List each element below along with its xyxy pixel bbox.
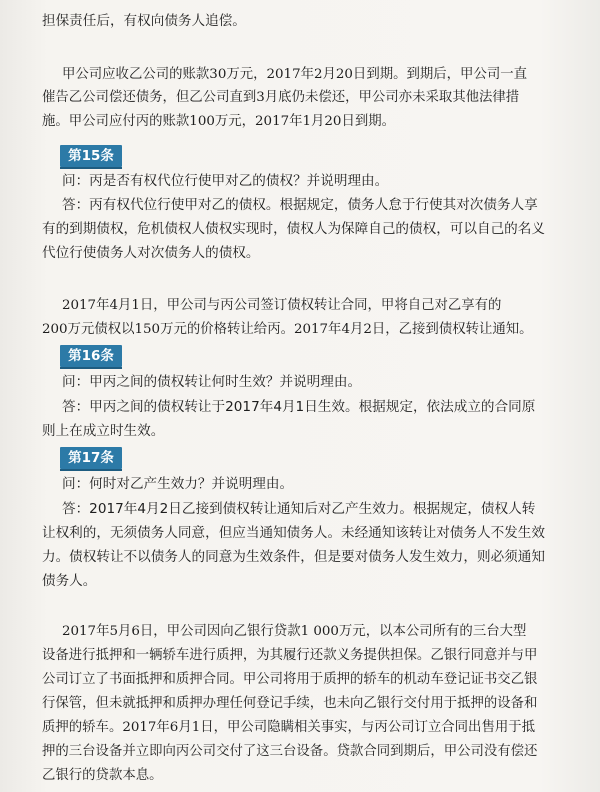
case-paragraph-line: 行保管，但未就抵押和质押办理任何登记手续，也未向乙银行交付用于抵押的设备和 [42,696,538,711]
case-paragraph-line: 2017年5月6日，甲公司因向乙银行贷款1 000万元，以本公司所有的三台大型 [62,624,527,639]
case-paragraph-line: 甲公司应收乙公司的账款30万元，2017年2月20日到期。到期后，甲公司一直 [62,67,528,82]
question-line: 问：甲丙之间的债权转让何时生效？并说明理由。 [62,374,362,390]
case-paragraph-line: 质押的轿车。2017年6月1日，甲公司隐瞒相关事实，与丙公司订立合同出售用于抵 [42,720,536,735]
article-tag-16: 第16条 [60,345,122,367]
case-paragraph-line: 施。甲公司应付丙的账款100万元，2017年1月20日到期。 [42,114,396,129]
case-paragraph-line: 乙银行的贷款本息。 [42,768,163,783]
answer-line: 让权利的，无须债务人同意，但应当通知债务人。未经通知该转让对债务人不发生效 [42,525,545,541]
case-paragraph-line: 200万元债权以150万元的价格转让给丙。2017年4月2日，乙接到债权转让通知。 [42,322,533,337]
answer-line: 答：丙有权代位行使甲对乙的债权。根据规定，债务人怠于行使其对次债务人享 [62,197,538,213]
question-line: 问：丙是否有权代位行使甲对乙的债权？并说明理由。 [62,173,389,189]
answer-line: 债务人。 [42,573,97,589]
answer-line: 力。债权转让不以债务人的同意为生效条件，但是要对债务人发生效力，则必须通知 [42,549,545,565]
case-paragraph-line: 公司订立了书面抵押和质押合同。甲公司将用于质押的轿车的机动车登记证书交乙银 [42,672,538,687]
case-paragraph-line: 催告乙公司偿还债务，但乙公司直到3月底仍未偿还，甲公司亦未采取其他法律措 [42,90,520,105]
case-paragraph-line: 设备进行抵押和一辆轿车进行质押，为其履行还款义务提供担保。乙银行同意并与甲 [42,648,538,663]
answer-line: 答：2017年4月2日乙接到债权转让通知后对乙产生效力。根据规定，债权人转 [62,501,536,517]
answer-line: 则上在成立时生效。 [42,423,165,439]
answer-line: 答：甲丙之间的债权转让于2017年4月1日生效。根据规定，依法成立的合同原 [62,399,536,415]
article-tag-17: 第17条 [60,447,122,469]
answer-line: 有的到期债权，危机债权人债权实现时，债权人为保障自己的债权，可以自己的名义 [42,221,545,237]
text-line: 担保责任后，有权向债务人追偿。 [42,13,246,29]
answer-line: 代位行使债务人对次债务人的债权。 [42,245,260,261]
question-line: 问：何时对乙产生效力？并说明理由。 [62,476,294,492]
case-paragraph-line: 押的三台设备并立即向丙公司交付了这三台设备。贷款合同到期后，甲公司没有偿还 [42,744,538,759]
article-tag-15: 第15条 [60,145,122,167]
case-paragraph-line: 2017年4月1日，甲公司与丙公司签订债权转让合同，甲将自己对乙享有的 [62,298,502,313]
